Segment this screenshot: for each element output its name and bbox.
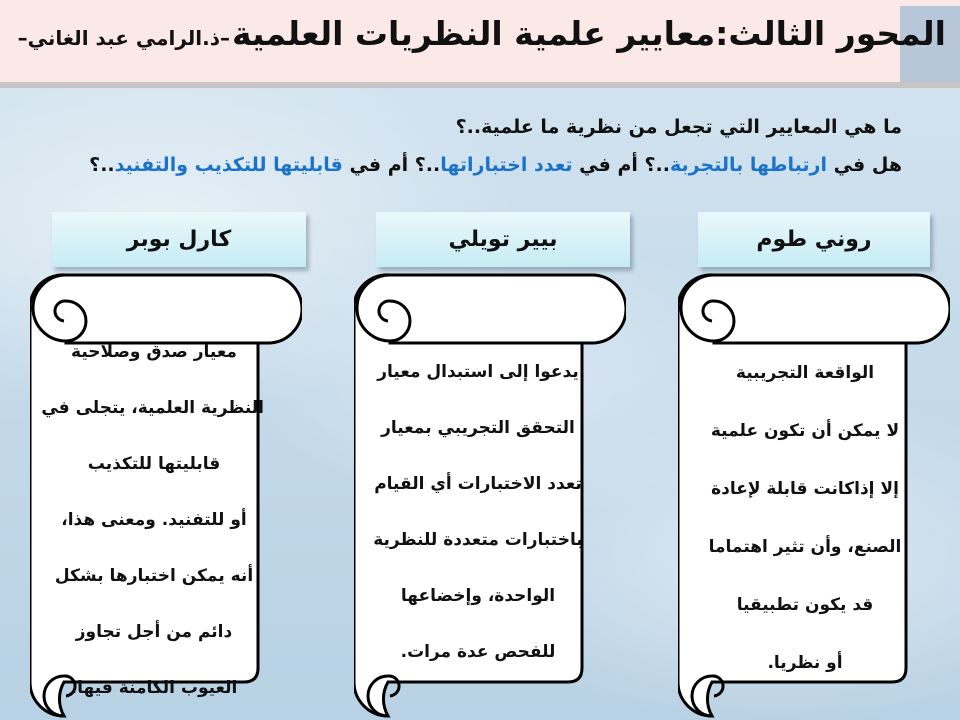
q2-text-2: ..؟ أم في	[572, 154, 670, 176]
text-line: يدعوا إلى استبدال معيار	[377, 362, 579, 382]
text-line: قد يكون تطبيقيا	[736, 595, 874, 615]
text-line: دائم من أجل تجاوز	[75, 622, 233, 642]
text-line: إلا إذاكانت قابلة لإعادة	[711, 479, 899, 499]
text-line: تعدد الاختبارات أي القيام	[374, 474, 582, 494]
text-line: أو نظريا.	[767, 653, 843, 673]
title-author-text: –ذ.الرامي عبد الغاني–	[17, 26, 230, 50]
slide-title	[18, 14, 946, 74]
scroll-text-rene-thom	[700, 344, 910, 692]
q2-highlight-3: قابليتها للتكذيب والتفنيد	[114, 154, 343, 176]
text-line: الواقعة التجريبية	[735, 363, 875, 383]
text-line: أو للتفنيد. ومعنى هذا،	[61, 510, 247, 530]
q2-highlight-1: ارتباطها بالتجربة	[669, 154, 827, 176]
text-line: معيار صدق وصلاحية	[71, 342, 237, 362]
text-line: أنه يمكن اختبارها بشكل	[54, 566, 254, 586]
name-box-rene-thom: روني طوم	[698, 212, 930, 267]
guiding-questions	[42, 108, 902, 184]
text-line: الصنع، وأن تثير اهتماما	[708, 537, 902, 557]
q2-text-1: هل في	[826, 154, 902, 176]
name-box-pierre-thuillier: بيير تويلي	[376, 212, 630, 267]
name-box-karl-popper: كارل بوبر	[52, 212, 306, 267]
title-main-text: المحور الثالث:معايير علمية النظريات العلمية	[232, 14, 946, 53]
scroll-card-rene-thom	[678, 272, 950, 720]
text-line: قابليتها للتكذيب	[87, 454, 221, 474]
title-header	[0, 0, 960, 88]
q2-text-4: ..؟	[89, 154, 115, 176]
q2-highlight-2: تعدد اختباراتها	[440, 154, 573, 176]
text-line: العيوب الكامنة فيها.	[70, 678, 238, 698]
scroll-card-pierre-thuillier	[354, 272, 626, 720]
text-line: لا يمكن أن تكون علمية	[710, 421, 900, 441]
question-line-2	[42, 146, 902, 184]
text-line: النظرية العلمية، يتجلى في	[41, 398, 264, 418]
text-line: التحقق التجريبي بمعيار	[381, 418, 575, 438]
q2-text-3: ..؟ أم في	[342, 154, 441, 176]
text-line: الواحدة، وإخضاعها	[400, 586, 556, 606]
scroll-text-karl-popper	[41, 324, 264, 716]
scroll-text-pierre-thuillier	[368, 344, 588, 680]
text-line: باختبارات متعددة للنظرية	[373, 530, 583, 550]
text-line: للفحص عدة مرات.	[400, 642, 556, 662]
scroll-card-karl-popper	[30, 272, 302, 720]
question-line-1: ما هي المعايير التي تجعل من نظرية ما علمية..؟	[455, 116, 902, 138]
